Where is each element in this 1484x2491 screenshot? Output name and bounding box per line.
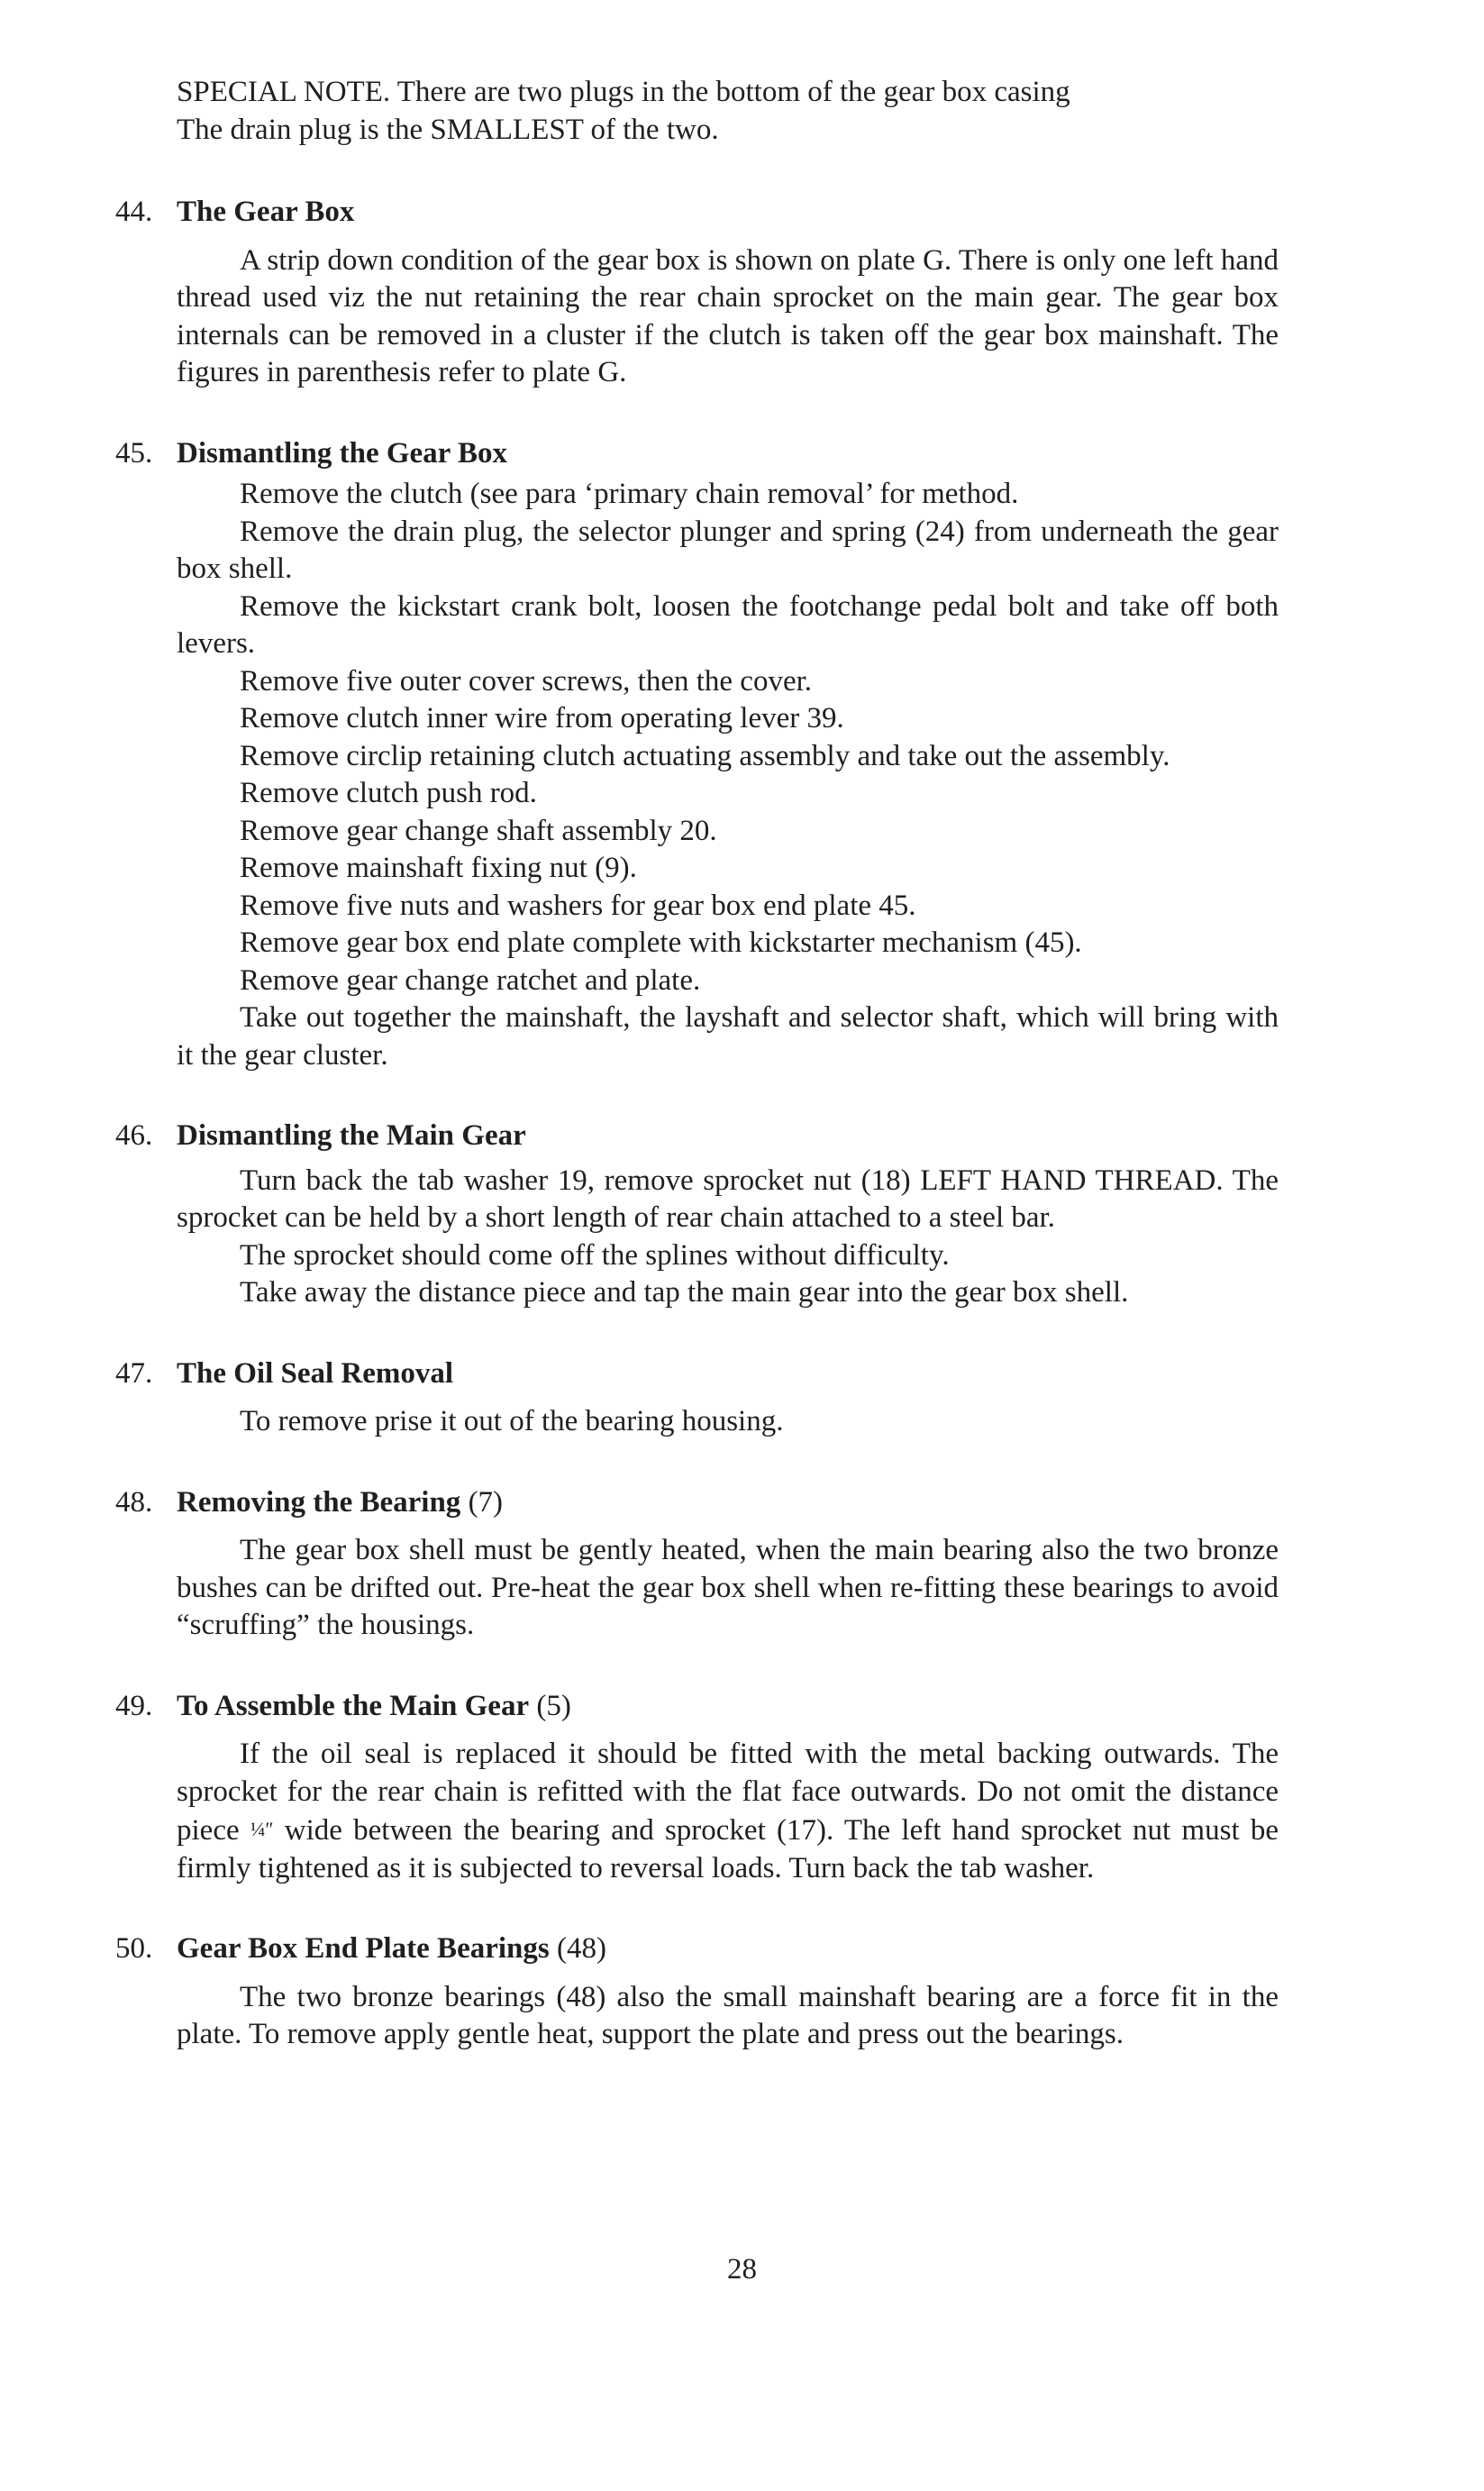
section-number: 45. bbox=[115, 436, 153, 470]
paragraph: Remove the kickstart crank bolt, loosen the footchange pedal bolt and take off both levers. bbox=[177, 589, 1279, 660]
section-number: 48. bbox=[115, 1485, 153, 1519]
paragraph: Remove the clutch (see para ‘primary chain removal’ for method. bbox=[240, 478, 1019, 510]
section-45 bbox=[115, 435, 1279, 1075]
paragraph: Take away the distance piece and tap the main gear into the gear box shell. bbox=[240, 1276, 1129, 1309]
section-47 bbox=[115, 1355, 1279, 1441]
paragraph: The sprocket should come off the splines without difficulty. bbox=[240, 1238, 950, 1272]
section-number: 46. bbox=[115, 1119, 153, 1152]
special-note bbox=[177, 74, 1279, 149]
section-number: 44. bbox=[115, 196, 153, 228]
section-number: 50. bbox=[115, 1932, 153, 1965]
document-page bbox=[115, 74, 1279, 2054]
section-number: 47. bbox=[115, 1356, 153, 1390]
page-number: 28 bbox=[727, 2253, 757, 2286]
paragraph: Turn back the tab washer 19, remove sprocket nut (18) LEFT HAND THREAD. The sprocket can be held by a short length of rear chain attached to a steel bar. bbox=[177, 1163, 1279, 1234]
paragraph: Remove mainshaft fixing nut (9). bbox=[240, 852, 637, 884]
paragraph: Remove circlip retaining clutch actuating assembly and take out the assembly. bbox=[240, 739, 1170, 772]
paragraph: Remove the drain plug, the selector plunger and spring (24) from underneath the gear box shell. bbox=[177, 515, 1279, 585]
paragraph: The gear box shell must be gently heated, when the main bearing also the two bronze bushes can be drifted out. Pre-heat the gear box shell when re-fitting these bearings to avoid “scruffing” the housings. bbox=[177, 1534, 1279, 1641]
paragraph: Take out together the mainshaft, the layshaft and selector shaft, which will bring with it the gear cluster. bbox=[177, 1001, 1279, 1072]
heading-reference: (48) bbox=[549, 1932, 606, 1965]
section-heading: Gear Box End Plate Bearings (48) bbox=[177, 1932, 606, 1965]
heading-reference: (7) bbox=[460, 1485, 504, 1519]
special-note-line-2: The drain plug is the SMALLEST of the two. bbox=[177, 113, 719, 146]
section-heading: Removing the Bearing (7) bbox=[177, 1485, 504, 1519]
section-heading: Dismantling the Gear Box bbox=[177, 436, 507, 470]
fraction: ¼″ bbox=[250, 1818, 274, 1840]
section-heading: Dismantling the Main Gear bbox=[177, 1119, 526, 1152]
paragraph: Remove gear change shaft assembly 20. bbox=[240, 814, 717, 847]
paragraph: Remove five outer cover screws, then the cover. bbox=[240, 664, 813, 698]
paragraph: If the oil seal is replaced it should be fitted with the metal backing outwards. The sprocket for the rear chain is refitted with the flat face outwards. Do not omit the distance piece ¼″ wide between the bearing and sprocket (17). The left hand sprocket nut must be firmly tightened as it is subjected to reversal loads. Turn back the tab washer. bbox=[177, 1738, 1279, 1884]
paragraph: Remove five nuts and washers for gear box end plate 45. bbox=[240, 889, 916, 922]
special-note-line-1: SPECIAL NOTE. There are two plugs in the bottom of the gear box casing bbox=[177, 76, 1070, 108]
heading-reference: (5) bbox=[529, 1689, 571, 1722]
paragraph: Remove gear change ratchet and plate. bbox=[240, 963, 701, 997]
paragraph: To remove prise it out of the bearing housing. bbox=[240, 1405, 784, 1437]
section-44 bbox=[115, 194, 1279, 392]
section-number: 49. bbox=[115, 1689, 153, 1722]
section-46 bbox=[115, 1118, 1279, 1312]
section-heading: The Oil Seal Removal bbox=[177, 1356, 454, 1390]
section-50 bbox=[115, 1930, 1279, 2054]
section-48 bbox=[115, 1484, 1279, 1645]
section-heading: The Gear Box bbox=[177, 196, 355, 228]
section-49 bbox=[115, 1688, 1279, 1888]
paragraph: Remove gear box end plate complete with kickstarter mechanism (45). bbox=[240, 926, 1082, 959]
section-heading: To Assemble the Main Gear (5) bbox=[177, 1689, 571, 1722]
paragraph: Remove clutch inner wire from operating lever 39. bbox=[240, 702, 844, 735]
paragraph: Remove clutch push rod. bbox=[240, 777, 537, 809]
paragraph: A strip down condition of the gear box is shown on plate G. There is only one left hand thread used viz the nut retaining the rear chain sprocket on the main gear. The gear box internals can be removed in a cluster if the clutch is taken off the gear box mainshaft. The figures in parenthesis refer to plate G. bbox=[177, 243, 1279, 388]
paragraph: The two bronze bearings (48) also the small mainshaft bearing are a force fit in the plate. To remove apply gentle heat, support the plate and press out the bearings. bbox=[177, 1980, 1279, 2050]
